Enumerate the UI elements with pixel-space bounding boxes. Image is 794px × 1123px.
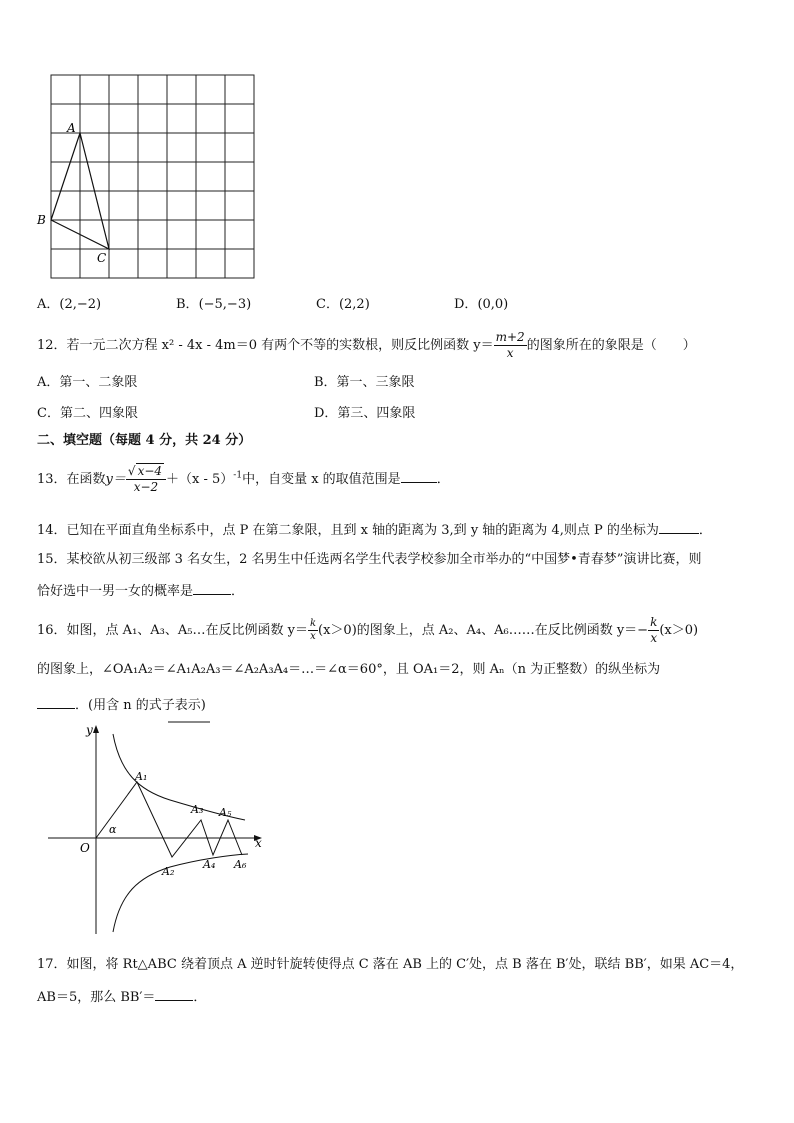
label-a3: A₃ [191,803,204,816]
q13-fraction: $\frac{√ x-4}{x-2}$ [126,464,166,495]
label-x: x [255,836,262,850]
q15-line2: 恰好选中一男一女的概率是 ． [37,580,244,602]
label-a4: A₄ [203,858,216,871]
q14-stem: 14．已知在平面直角坐标系中，点 P 在第二象限，且到 x 轴的距离为 3,到 y 轴的距离为 4,则点 P 的坐标为 ． [37,519,712,541]
q12-option-a: A．第一、二象限 [37,375,138,390]
q13-stem: 13．在函数y＝ $\frac{√ x-4}{x-2}$ ＋（x - 5）$^{-1}$中，自变量 x 的取值范围是 ． [37,464,450,494]
hyperbola-lower [113,854,248,932]
q16-line1: 16．如图，点 A₁、A₃、A₅…在反比例函数 y＝ $\frac{k}{x}$ (x＞0)的图象上，点 A₂、A₄、A₆……在反比例函数 y＝− $\frac{k}{x}$ (x＞0) [37,615,699,645]
label-b: B [37,213,46,227]
label-a5: A₅ [219,806,232,819]
q17-line1: 17．如图，将 Rt△ABC 绕着顶点 A 逆时针旋转使得点 C 落在 AB 上的 C′处，点 B 落在 B′处，联结 BB′，如果 AC＝4， [37,957,744,972]
label-a2: A₂ [162,865,175,878]
label-a: A [67,121,76,135]
grid-triangle-figure [34,72,264,284]
q16-answer-blank[interactable] [37,694,75,709]
zigzag-path [96,782,242,857]
q11-option-d: D．(0,0) [454,297,509,312]
label-a6: A₆ [234,858,247,871]
q16-line2: 的图象上，∠OA₁A₂＝∠A₁A₂A₃＝∠A₂A₃A₄＝…＝∠α＝60°，且 OA₁＝2，则 Aₙ（n 为正整数）的纵坐标为 [37,662,661,677]
q11-option-c: C．(2,2) [316,297,370,312]
q12-option-b: B．第一、三象限 [314,375,415,390]
q15-line1: 15．某校欲从初三级部 3 名女生，2 名男生中任选两名学生代表学校参加全市举办的“中国梦•青春梦”演讲比赛，则 [37,552,702,567]
label-o: O [80,841,90,855]
q11-option-a: A．(2,−2) [37,297,102,312]
hyperbola-zigzag-figure [40,712,280,940]
label-y: y [86,723,93,737]
q12-option-c: C．第二、四象限 [37,406,138,421]
q12-stem: 12．若一元二次方程 x² - 4x - 4m＝0 有两个不等的实数根，则反比例函数 y＝ $\frac{m+2}{x}$ 的图象所在的象限是（ ） [37,330,696,360]
label-c: C [97,251,107,265]
grid-lines [51,75,254,278]
q17-line2: AB＝5，那么 BB′＝ ． [37,986,206,1008]
q11-option-b: B．(−5,−3) [176,297,252,312]
label-alpha: α [109,823,117,836]
section-title-fill-in: 二、填空题（每题 4 分，共 24 分） [37,433,252,448]
q17-answer-blank[interactable] [155,986,193,1001]
q15-answer-blank[interactable] [193,580,231,595]
q16-line3: ．(用含 n 的式子表示) [37,694,206,716]
y-axis-arrow [93,725,99,733]
label-a1: A₁ [135,770,148,783]
q12-fraction: $\frac{m+2}{x}$ [495,330,525,360]
q14-answer-blank[interactable] [659,519,699,534]
q13-answer-blank[interactable] [401,468,437,483]
q12-option-d: D．第三、四象限 [314,406,416,421]
